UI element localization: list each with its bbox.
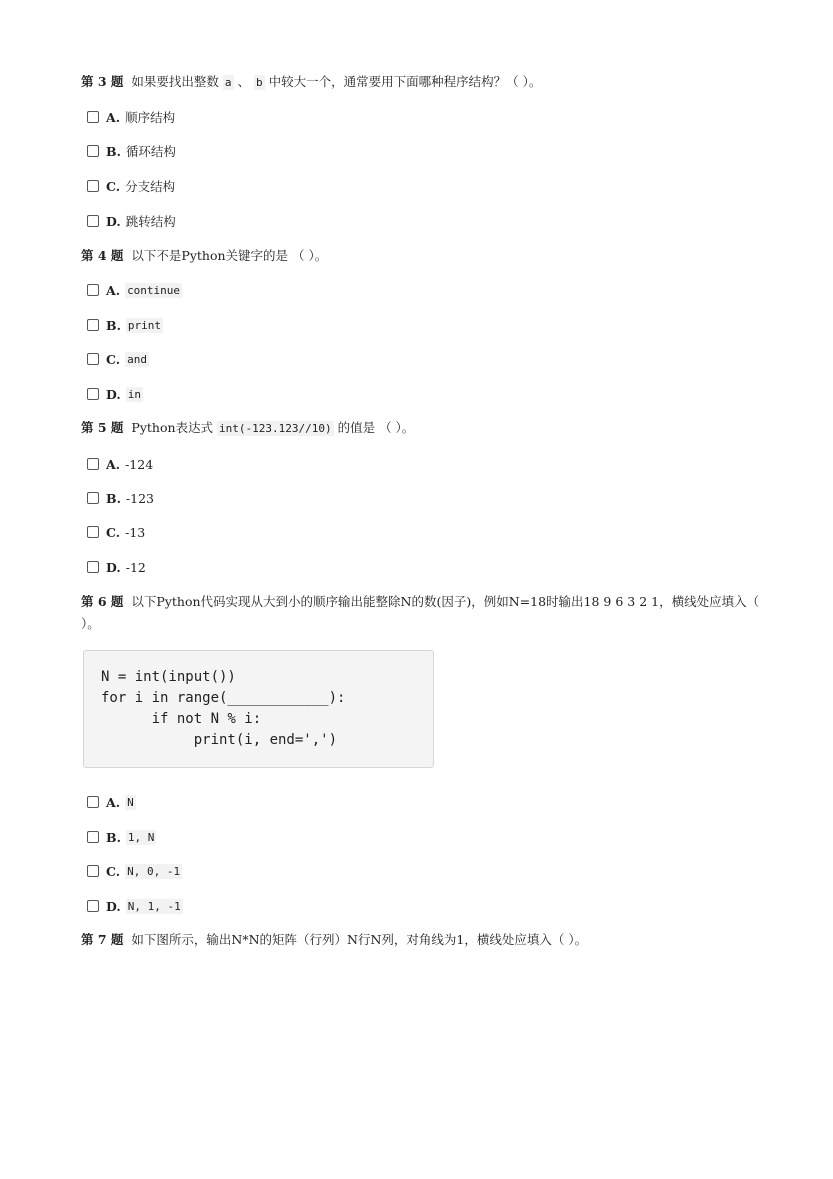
question-number: 第 4 题 [81, 248, 124, 263]
option-5a[interactable]: A. -124 [87, 455, 153, 473]
question-5 [81, 417, 761, 440]
option-6c[interactable]: C. N, 0, -1 [87, 862, 182, 880]
checkbox[interactable] [87, 284, 99, 296]
option-6b[interactable]: B. 1, N [87, 828, 156, 846]
question-text: 以下不是Python关键字的是 （ ）。 [131, 248, 328, 263]
option-5b[interactable]: B. -123 [87, 489, 154, 507]
option-4d[interactable]: D. in [87, 385, 143, 403]
code-line: print(i, end=',') [101, 732, 338, 748]
checkbox[interactable] [87, 492, 99, 504]
checkbox[interactable] [87, 388, 99, 400]
question-text: 以下Python代码实现从大到小的顺序输出能整除N的数(因子)，例如N=18时输出18 9 6 3 2 1，横线处应填入（ ）。 [81, 594, 760, 631]
code-line: N = int(input()) [101, 669, 236, 685]
var-b: b [256, 76, 263, 89]
option-4c[interactable]: C. and [87, 350, 149, 368]
checkbox[interactable] [87, 215, 99, 227]
question-3 [81, 71, 761, 94]
checkbox[interactable] [87, 831, 99, 843]
question-4 [81, 245, 761, 267]
option-3b[interactable]: B. 循环结构 [87, 142, 176, 160]
code-block [83, 650, 434, 768]
question-number: 第 6 题 [81, 594, 124, 609]
question-number: 第 3 题 [81, 74, 124, 89]
option-4a[interactable]: A. continue [87, 281, 182, 299]
option-3d[interactable]: D. 跳转结构 [87, 212, 176, 230]
checkbox[interactable] [87, 353, 99, 365]
option-3c[interactable]: C. 分支结构 [87, 177, 175, 195]
question-6 [81, 591, 761, 635]
question-text: Python表达式 int(-123.123//10) 的值是 （ ）。 [131, 420, 415, 435]
checkbox[interactable] [87, 865, 99, 877]
checkbox[interactable] [87, 526, 99, 538]
expression-code: int(-123.123//10) [219, 422, 332, 435]
option-5c[interactable]: C. -13 [87, 523, 145, 541]
option-6d[interactable]: D. N, 1, -1 [87, 897, 183, 915]
question-7 [81, 929, 761, 951]
checkbox[interactable] [87, 561, 99, 573]
option-3a[interactable]: A. 顺序结构 [87, 108, 175, 126]
question-number: 第 7 题 [81, 932, 124, 947]
checkbox[interactable] [87, 319, 99, 331]
option-4b[interactable]: B. print [87, 316, 163, 334]
var-a: a [224, 76, 232, 89]
option-6a[interactable]: A. N [87, 793, 136, 811]
checkbox[interactable] [87, 796, 99, 808]
checkbox[interactable] [87, 180, 99, 192]
checkbox[interactable] [87, 900, 99, 912]
checkbox[interactable] [87, 145, 99, 157]
code-line: for i in range(____________): [101, 690, 346, 706]
checkbox[interactable] [87, 111, 99, 123]
question-number: 第 5 题 [81, 420, 124, 435]
option-5d[interactable]: D. -12 [87, 558, 146, 576]
question-text: 如下图所示，输出N*N的矩阵（行列）N行N列，对角线为1，横线处应填入（ ）。 [131, 932, 588, 947]
question-text: 如果要找出整数 a 、 b 中较大一个，通常要用下面哪种程序结构？（ ）。 [131, 74, 542, 89]
checkbox[interactable] [87, 458, 99, 470]
code-line: if not N % i: [101, 711, 262, 727]
